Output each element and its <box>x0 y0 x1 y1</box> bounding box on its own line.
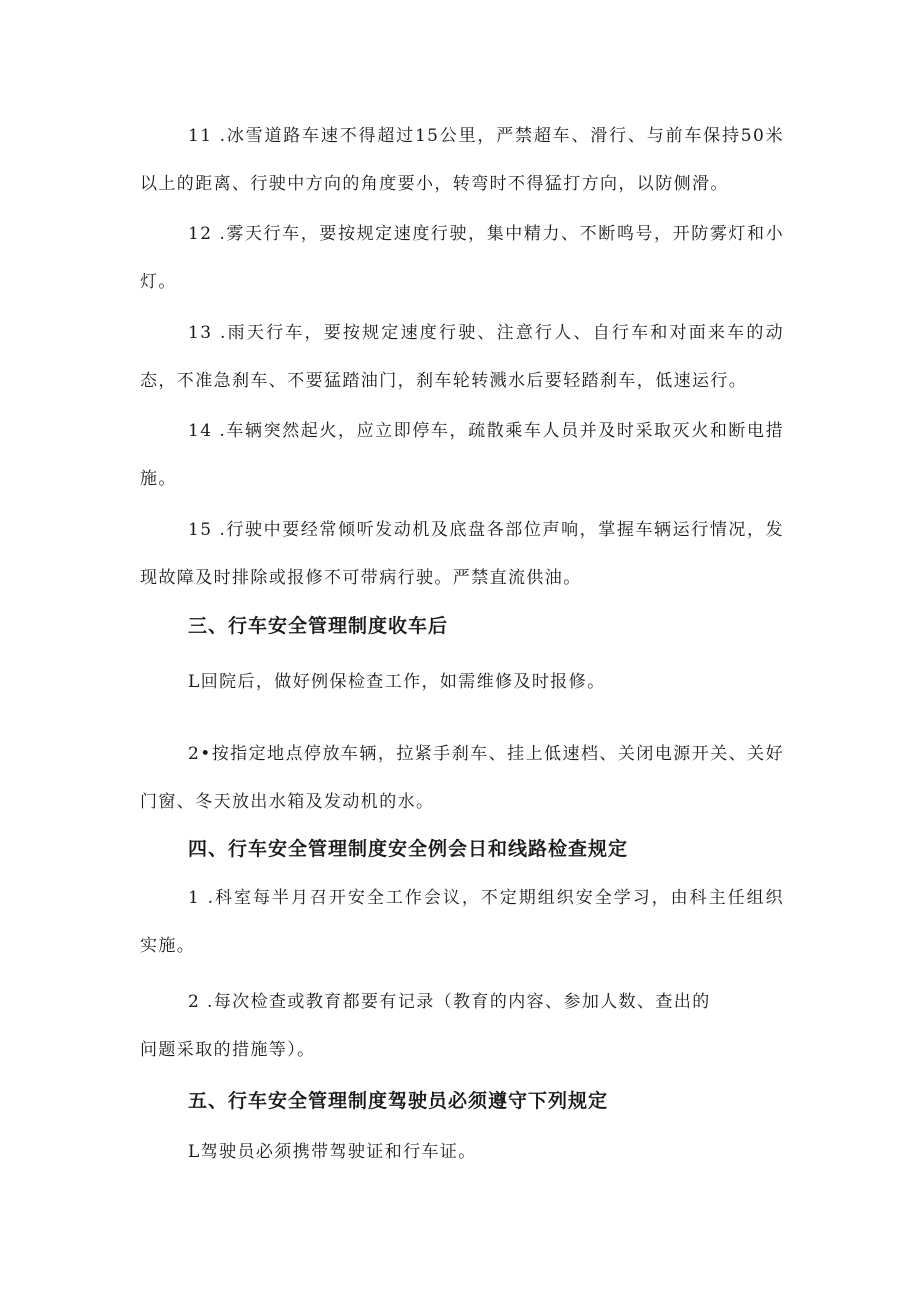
paragraph-12: 12 .雾天行车，要按规定速度行驶，集中精力、不断鸣号，开防雾灯和小灯。 <box>140 224 784 292</box>
list-item-4-1: 1 .科室每半月召开安全工作会议，不定期组织安全学习，由科主任组织实施。 <box>140 888 784 956</box>
section-heading-4: 四、行车安全管理制度安全例会日和线路检查规定 <box>188 838 629 860</box>
list-item-4-2-line2: 问题采取的措施等）。 <box>140 1040 316 1060</box>
paragraph-11: 11 .冰雪道路车速不得超过15公里，严禁超车、滑行、与前车保持50米以上的距离、行驶中方向的角度要小，转弯时不得猛打方向，以防侧滑。 <box>140 126 784 194</box>
list-item-4-2-line1: 2 .每次检查或教育都要有记录（教育的内容、参加人数、查出的 <box>188 992 711 1012</box>
section-heading-5: 五、行车安全管理制度驾驶员必须遵守下列规定 <box>188 1090 609 1112</box>
paragraph-15: 15 .行驶中要经常倾听发动机及底盘各部位声响，掌握车辆运行情况，发现故障及时排除或报修不可带病行驶。严禁直流供油。 <box>140 520 784 588</box>
list-item-3-1: L回院后，做好例保检查工作，如需维修及时报修。 <box>188 672 606 692</box>
list-item-5-1: L驾驶员必须携带驾驶证和行车证。 <box>188 1142 477 1162</box>
section-heading-3: 三、行车安全管理制度收车后 <box>188 615 449 637</box>
paragraph-14: 14 .车辆突然起火，应立即停车，疏散乘车人员并及时采取灭火和断电措施。 <box>140 421 784 489</box>
paragraph-13: 13 .雨天行车，要按规定速度行驶、注意行人、自行车和对面来车的动态，不准急刹车、不要猛踏油门，刹车轮转溅水后要轻踏刹车，低速运行。 <box>140 323 784 391</box>
list-item-3-2: 2•按指定地点停放车辆，拉紧手刹车、挂上低速档、关闭电源开关、关好门窗、冬天放出水箱及发动机的水。 <box>140 744 784 812</box>
